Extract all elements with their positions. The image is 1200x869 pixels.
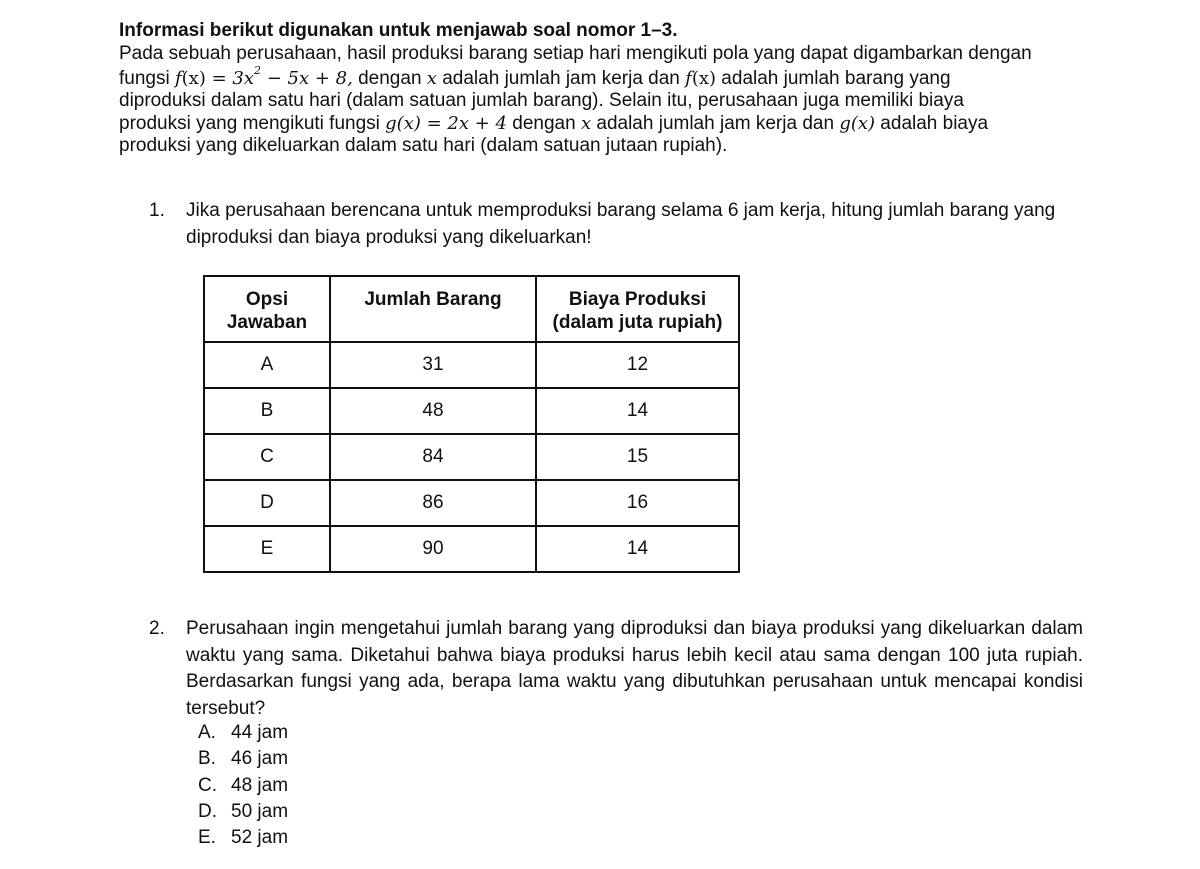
question-number: 1. [149,200,165,221]
intro-title: Informasi berikut digunakan untuk menjawab soal nomor 1–3. [119,20,678,41]
cell-jumlah-barang: 84 [330,434,536,480]
cell-option: B [204,388,330,434]
intro-line-2: fungsi $f(x) = 3x^2 - 5x + 8$, dengan x adalah jumlah jam kerja dan f(x) adalah jumlah barang yang [119,63,951,89]
question-text: Perusahaan ingin mengetahui jumlah barang yang diproduksi dan biaya produksi yang dikeluarkan dalam waktu yang sama. Diketahui bahwa biaya produksi harus lebih kecil atau sama dengan 100 juta rupiah. Berdasarkan fungsi yang ada, berapa lama waktu yang dibutuhkan perusahaan untuk mencapai kondisi tersebut? [186,618,1083,719]
question-text: Jika perusahaan berencana untuk memproduksi barang selama 6 jam kerja, hitung jumlah barang yang diproduksi dan biaya produksi yang dikeluarkan! [186,200,1056,248]
answer-options-table [203,275,740,573]
f-function-formula: $f(x) = 3x^2 - 5x + 8$, [174,63,353,89]
choice-a: A. 44 jam [198,722,289,743]
table-header-row [204,276,739,342]
table-row [204,342,739,388]
choice-c: C. 48 jam [198,774,289,796]
cell-option: E [204,526,330,572]
answer-choices [198,720,288,851]
cell-option: D [204,480,330,526]
cell-biaya-produksi: 14 [536,526,739,572]
header-jumlah-barang: Jumlah Barang [330,276,536,342]
table-row [204,480,739,526]
table-row [204,526,739,572]
intro-paragraph [119,43,1089,158]
header-opsi-jawaban: Opsi Jawaban [204,276,330,342]
cell-jumlah-barang: 86 [330,480,536,526]
table-row [204,388,739,434]
intro-line-5: produksi yang dikeluarkan dalam satu hari (dalam satuan jutaan rupiah). [119,135,728,156]
document-page [119,18,1089,849]
cell-option: A [204,342,330,388]
cell-jumlah-barang: 31 [330,342,536,388]
cell-biaya-produksi: 16 [536,480,739,526]
choice-b: B. 46 jam [198,748,289,770]
g-function-formula: g(x) = 2x + 4 [385,112,507,134]
cell-biaya-produksi: 15 [536,434,739,480]
question-number: 2. [149,618,165,639]
table-row [204,434,739,480]
choice-e: E. 52 jam [198,827,289,849]
cell-option: C [204,434,330,480]
intro-line-4: produksi yang mengikuti fungsi g(x) = 2x + 4 dengan x adalah jumlah jam kerja dan g(x) adalah biaya [119,112,989,134]
cell-jumlah-barang: 48 [330,388,536,434]
cell-biaya-produksi: 14 [536,388,739,434]
header-biaya-produksi: Biaya Produksi (dalam juta rupiah) [536,276,739,342]
cell-jumlah-barang: 90 [330,526,536,572]
intro-line-1: Pada sebuah perusahaan, hasil produksi barang setiap hari mengikuti pola yang dapat digambarkan dengan [119,43,1032,64]
cell-biaya-produksi: 12 [536,342,739,388]
choice-d: D. 50 jam [198,800,289,822]
intro-line-3: diproduksi dalam satu hari (dalam satuan jumlah barang). Selain itu, perusahaan juga memiliki biaya [119,90,964,111]
